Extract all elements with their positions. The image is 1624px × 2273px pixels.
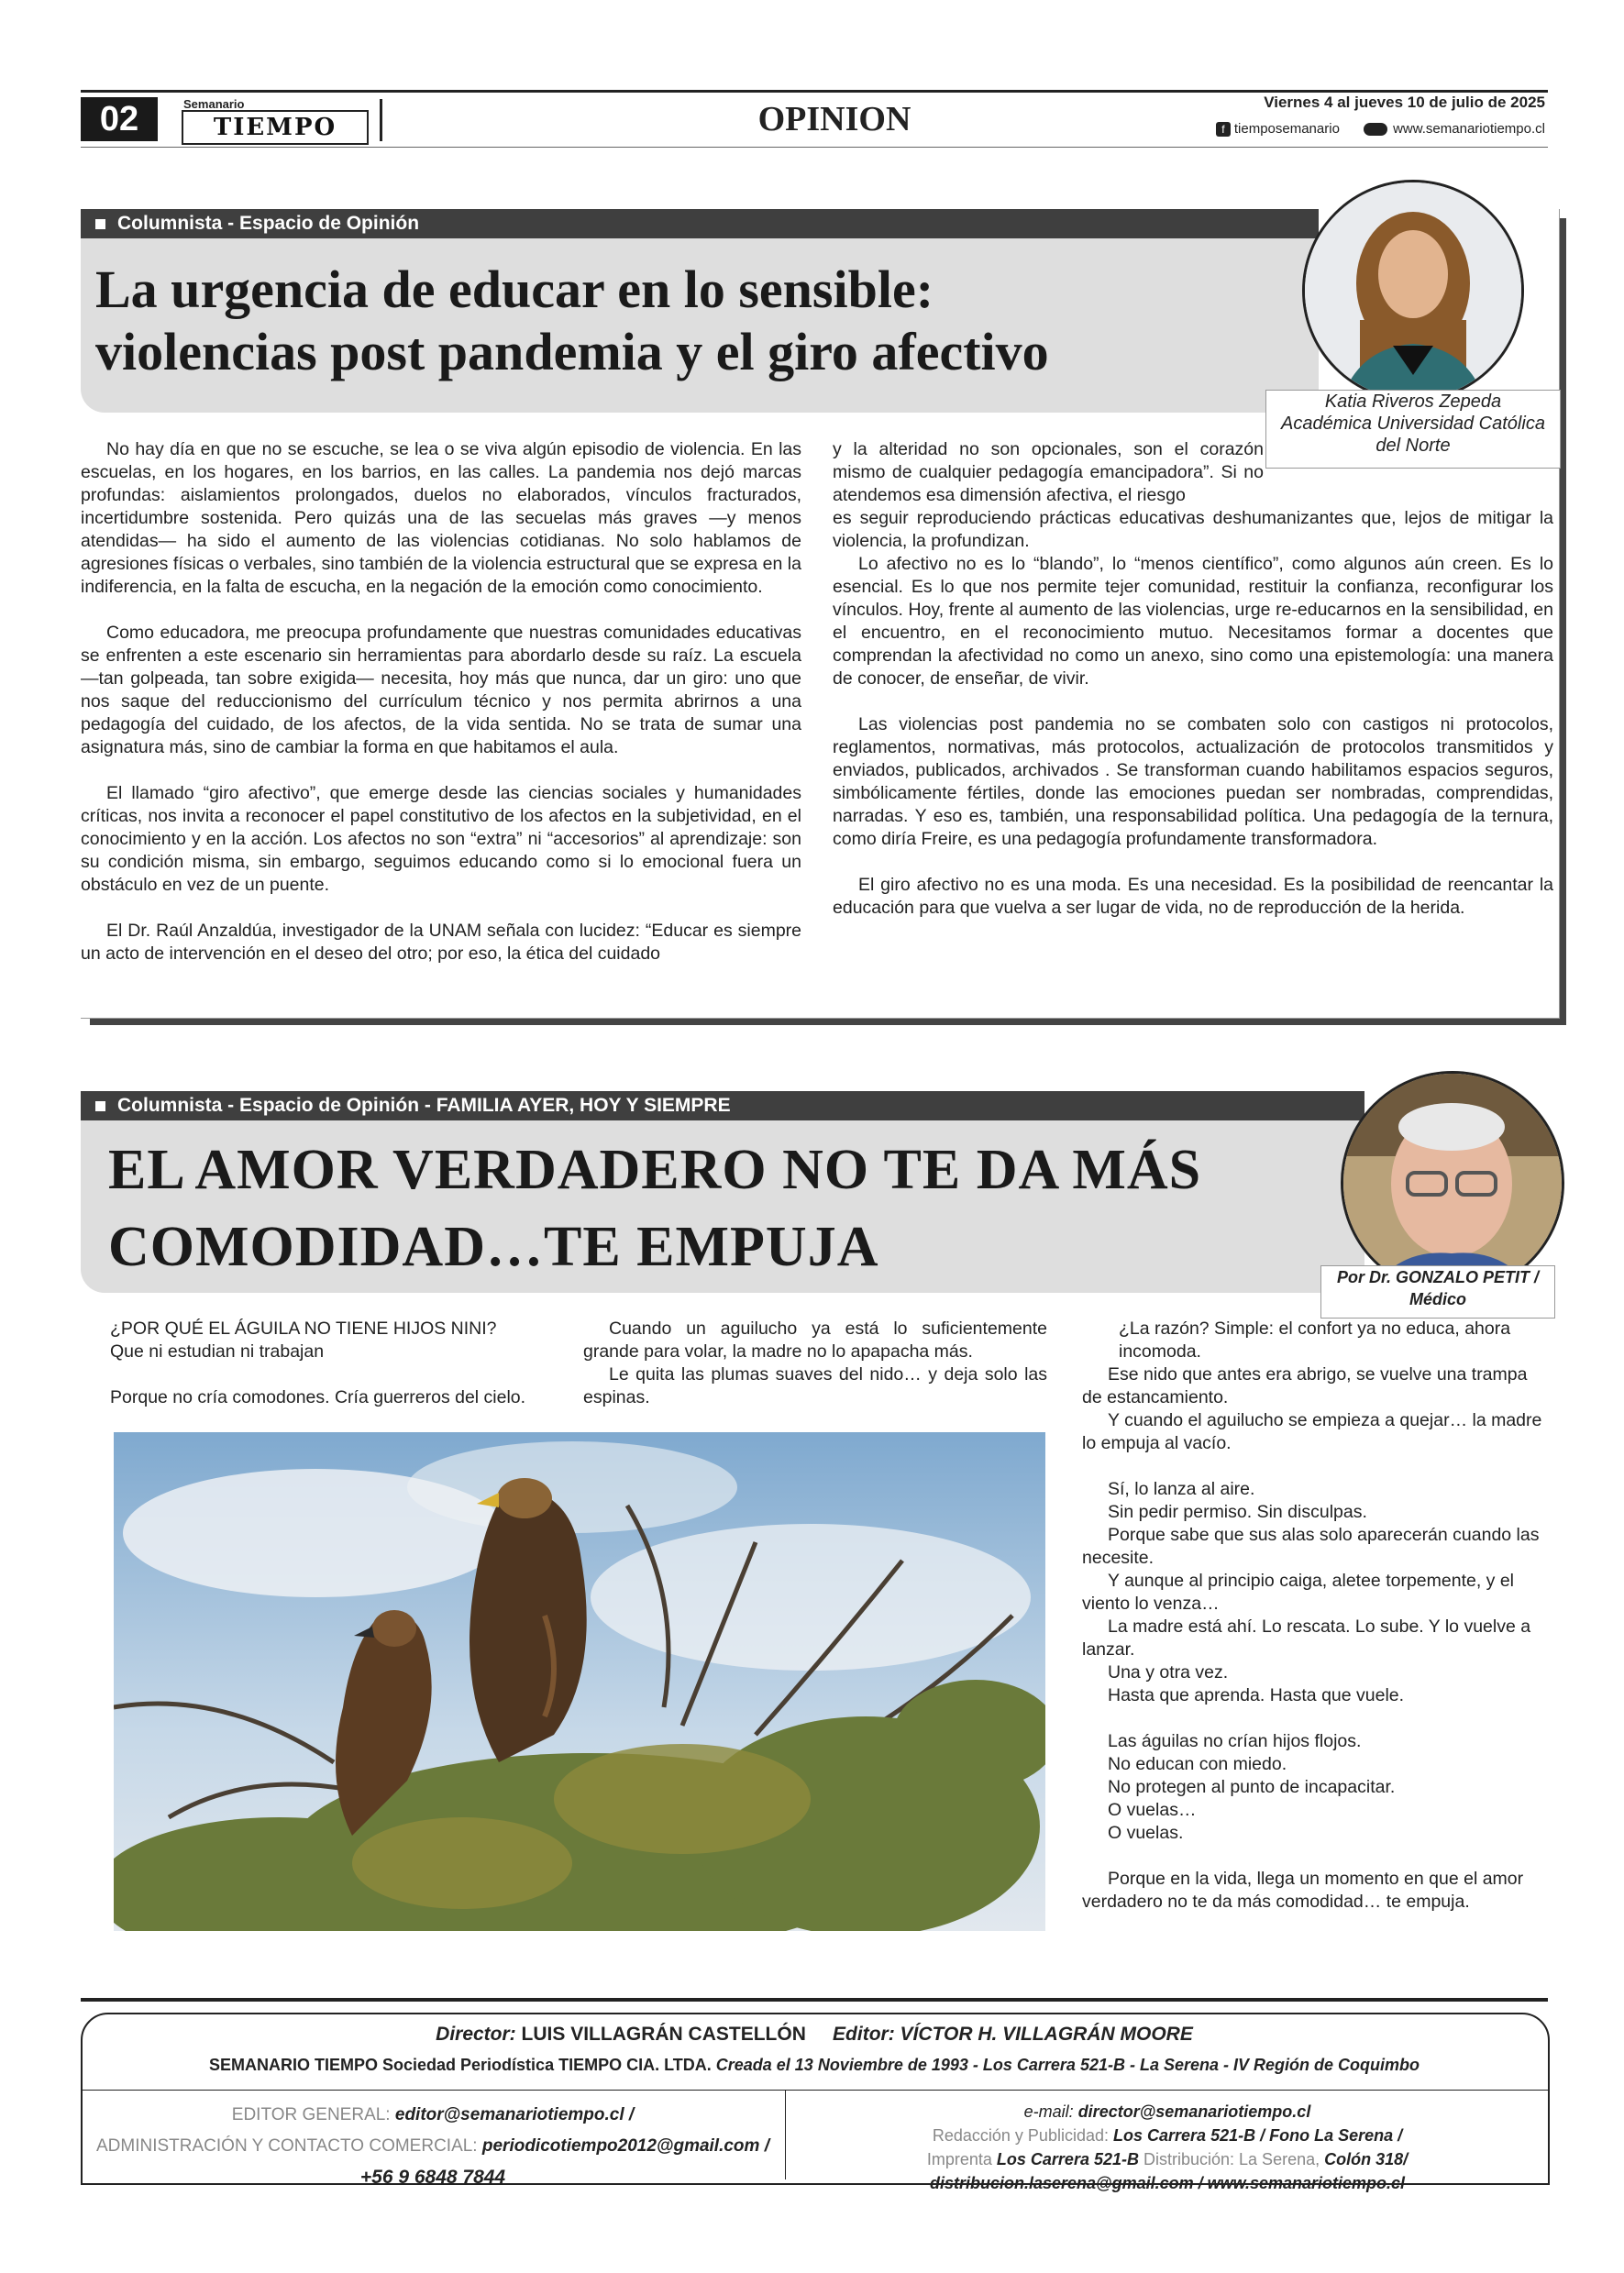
paragraph: Cuando un aguilucho ya está lo suficientemente grande para volar, la madre no lo apapacha más. [583,1319,1047,1362]
paragraph: es seguir reproduciendo prácticas educativas deshumanizantes que, lejos de mitigar la violencia, la profundizan. [833,508,1553,551]
eagles-photo [114,1432,1045,1931]
director-name: LUIS VILLAGRÁN CASTELLÓN [521,2024,806,2045]
footer-right [787,2100,1548,2195]
paragraph: Que ni estudian ni trabajan [110,1341,325,1362]
paragraph: Porque sabe que sus alas solo aparecerán cuando las necesite. [1082,1525,1540,1568]
brand-logo: TIEMPO [182,110,369,145]
paragraph: Porque no cría comodones. Cría guerreros del cielo. [110,1387,526,1407]
article1-column2 [833,507,1553,920]
author-role-line1: Académica Universidad Católica [1281,414,1545,434]
editor-label: Editor: [833,2024,895,2045]
imprenta-info: Los Carrera 521-B [996,2150,1139,2168]
brand-subtitle: Semanario [183,97,245,111]
paragraph: y la alteridad no son opcionales, son el corazón mismo de cualquier pedagogía emancipadora”. Si no atendemos esa dimensión afectiva, el riesgo [833,439,1264,505]
author-role: Médico [1409,1290,1466,1308]
article2-kicker-text: Columnista - Espacio de Opinión - FAMILIA AYER, HOY Y SIEMPRE [117,1095,731,1116]
paragraph: La madre está ahí. Lo rescata. Lo sube. Y lo vuelve a lanzar. [1082,1616,1531,1660]
masthead-bottom-rule [81,147,1548,148]
article2-column2 [583,1318,1047,1409]
distribucion-info: Colón 318/ [1324,2150,1409,2168]
author-caption-katia [1265,390,1561,469]
paragraph: Sí, lo lanza al aire. [1108,1479,1255,1499]
issue-date: Viernes 4 al jueves 10 de julio de 2025 [1264,94,1545,111]
paragraph: ¿POR QUÉ EL ÁGUILA NO TIENE HIJOS NINI? [110,1319,497,1339]
kicker-bullet-icon [95,1101,105,1111]
paragraph: No hay día en que no se escuche, se lea o se viva algún episodio de violencia. En las escuelas, en los hogares, en los barrios, en las calles. La pandemia nos dejó marcas profundas: aislamientos prolongados, duelos no elaborados, vínculos fracturados, incertidumbre sostenida. Pero quizás una de las secuelas más graves —y menos atendidas— ha sido el aumento de las violencias cotidianas. No solo hablamos de agresiones físicas o verbales, sino también de la violencia estructural que se expresa en la indiferencia, en la falta de escucha, en la negación de la emoción como conocimiento. [81,439,801,597]
paragraph: Lo afectivo no es lo “blando”, lo “menos científico”, como algunos aún creen. Es lo esencial. Es lo que nos permite tejer comunidad, restituir la confianza, reconfigurar los vínculos. Hoy, frente al aumento de las violencias, urge re-educarnos en la sensibilidad, en el encuentro, en el reconocimiento mutuo. Necesitamos formar a docentes que comprendan la afectividad no como un anexo, sino como una epistemología: una manera de conocer, de enseñar, de vivir. [833,554,1553,689]
distribucion-label: Distribución: La Serena, [1143,2150,1320,2168]
article1-column2-narrow [833,438,1264,507]
director-label: Director: [436,2024,516,2045]
distribucion-contact[interactable]: distribucion.laserena@gmail.com / www.semanariotiempo.cl [929,2174,1406,2192]
article1-column1 [81,438,801,965]
redaccion-info: Los Carrera 521-B / Fono La Serena / [1113,2126,1403,2145]
paragraph: O vuelas. [1108,1823,1184,1843]
paragraph: Sin pedir permiso. Sin disculpas. [1108,1502,1367,1522]
article1-kicker-text: Columnista - Espacio de Opinión [117,213,420,234]
paragraph: El llamado “giro afectivo”, que emerge desde las ciencias sociales y humanidades críticas, nos invita a reconocer el papel constitutivo de los afectos en la subjetividad, en el conocimiento y en la acción. Los afectos no son “extra” ni “accesorios” al aprendizaje: son su condición misma, sin embargo, seguimos educando como si lo emocional fuera un obstáculo en vez de un puente. [81,783,801,895]
footer-staff [81,2024,1548,2046]
social-links [1210,121,1545,137]
article2-column3 [1082,1318,1550,1914]
article1-kicker [81,209,1319,238]
facebook-icon: f [1216,122,1231,137]
paragraph: No protegen al punto de incapacitar. [1108,1777,1396,1797]
phone-number: +56 9 6848 7844 [359,2167,506,2188]
masthead-top-rule [81,90,1548,93]
paragraph: Y aunque al principio caiga, aletee torpemente, y el viento lo venza… [1082,1571,1515,1614]
article1-headline-line1: La urgencia de educar en lo sensible: [95,259,934,319]
footer-divider [81,2090,1548,2091]
paragraph: El Dr. Raúl Anzaldúa, investigador de la UNAM señala con lucidez: “Educar es siempre un acto de intervención en el deseo del otro; por eso, la ética del cuidado [81,921,801,964]
imprenta-label: Imprenta [926,2150,992,2168]
brand-divider [380,99,382,141]
article2-headline-line2: COMODIDAD…TE EMPUJA [108,1216,879,1278]
editor-name: VÍCTOR H. VILLAGRÁN MOORE [900,2024,1193,2045]
author-name: Por Dr. GONZALO PETIT / [1336,1268,1540,1286]
article2-kicker [81,1091,1364,1120]
article1-headline [95,259,1049,383]
paragraph: Y cuando el aguilucho se empieza a quejar… la madre lo empuja al vacío. [1082,1410,1542,1453]
author-role-line2: del Norte [1375,436,1451,456]
paragraph: Una y otra vez. [1108,1662,1229,1683]
paragraph: Ese nido que antes era abrigo, se vuelve una trampa de estancamiento. [1082,1364,1528,1407]
admin-email[interactable]: periodicotiempo2012@gmail.com / [481,2136,769,2156]
article1-headline-line2: violencias post pandemia y el giro afectivo [95,322,1049,381]
admin-label: ADMINISTRACIÓN Y CONTACTO COMERCIAL: [96,2136,478,2156]
page-number: 02 [81,97,158,141]
editor-general-email[interactable]: editor@semanariotiempo.cl / [394,2105,635,2124]
email-label: e-mail: [1023,2102,1074,2121]
website-link[interactable]: www.semanariotiempo.cl [1393,121,1545,137]
paragraph: Hasta que aprenda. Hasta que vuele. [1108,1685,1405,1705]
footer-left [81,2100,785,2193]
author-portrait-illustration [1305,182,1521,399]
footer-column-divider [785,2090,786,2179]
footer-company [81,2056,1548,2075]
paragraph: Las violencias post pandemia no se combaten solo con castigos ni protocolos, reglamentos, normativas, más protocolos, actualización de protocolos transmitidos y enviados, publicados, archivados . Se transforman cuando habilitamos espacios seguros, simbólicamente fértiles, donde las emociones puedan ser nombradas, comprendidas, narradas. Y eso es, también, una responsabilidad política. Una pedagogía de la ternura, como diría Freire, es una pedagogía profundamente transformadora. [833,714,1553,849]
redaccion-label: Redacción y Publicidad: [932,2126,1109,2145]
article2-headline [108,1131,1201,1285]
author-photo-gonzalo [1341,1071,1564,1295]
footer-top-rule [81,1998,1548,2002]
facebook-handle[interactable]: tiemposemanario [1233,121,1340,137]
section-title: OPINION [757,100,911,138]
paragraph: Porque en la vida, llega un momento en que el amor verdadero no te da más comodidad… te empuja. [1082,1869,1524,1912]
paragraph: O vuelas… [1108,1800,1197,1820]
paragraph: No educan con miedo. [1108,1754,1287,1774]
editor-general-label: EDITOR GENERAL: [231,2105,391,2124]
director-email[interactable]: director@semanariotiempo.cl [1077,2102,1311,2121]
article2-column1 [110,1318,550,1409]
paragraph: Las águilas no crían hijos flojos. [1108,1731,1362,1751]
author-portrait-illustration [1343,1074,1562,1292]
article2-headline-line1: EL AMOR VERDADERO NO TE DA MÁS [108,1139,1202,1201]
paragraph: ¿La razón? Simple: el confort ya no educa, ahora incomoda. [1119,1319,1511,1362]
article1-shadow [90,1018,1566,1025]
author-name: Katia Riveros Zepeda [1324,392,1502,412]
paragraph: Le quita las plumas suaves del nido… y deja solo las espinas. [583,1364,1047,1407]
kicker-bullet-icon [95,219,105,229]
company-info: Creada el 13 Noviembre de 1993 - Los Carrera 521-B - La Serena - IV Región de Coquimbo [715,2056,1420,2074]
eagles-illustration [114,1432,1045,1931]
article1-shadow-right [1559,218,1566,1025]
paragraph: Como educadora, me preocupa profundamente que nuestras comunidades educativas se enfrenten a este escenario sin herramientas para abordarlo desde su raíz. La escuela —tan golpeada, tan sobre exigida— necesita, hoy más que nunca, dar un giro: uno que nos saque del reduccionismo del currículum técnico y nos permita abrirnos a una pedagogía del cuidado, de los afectos, de la vida sentida. No se trata de sumar una asignatura más, sino de cambiar la forma en que habitamos el aula. [81,623,801,757]
author-caption-gonzalo [1320,1265,1555,1319]
paragraph: El giro afectivo no es una moda. Es una necesidad. Es la posibilidad de reencantar la educación para que vuelva a ser lugar de vida, no de reproducción de la herida. [833,875,1553,918]
web-icon [1364,123,1387,136]
author-photo-katia [1302,180,1524,402]
company-name: SEMANARIO TIEMPO Sociedad Periodística TIEMPO CIA. LTDA. [209,2056,712,2074]
